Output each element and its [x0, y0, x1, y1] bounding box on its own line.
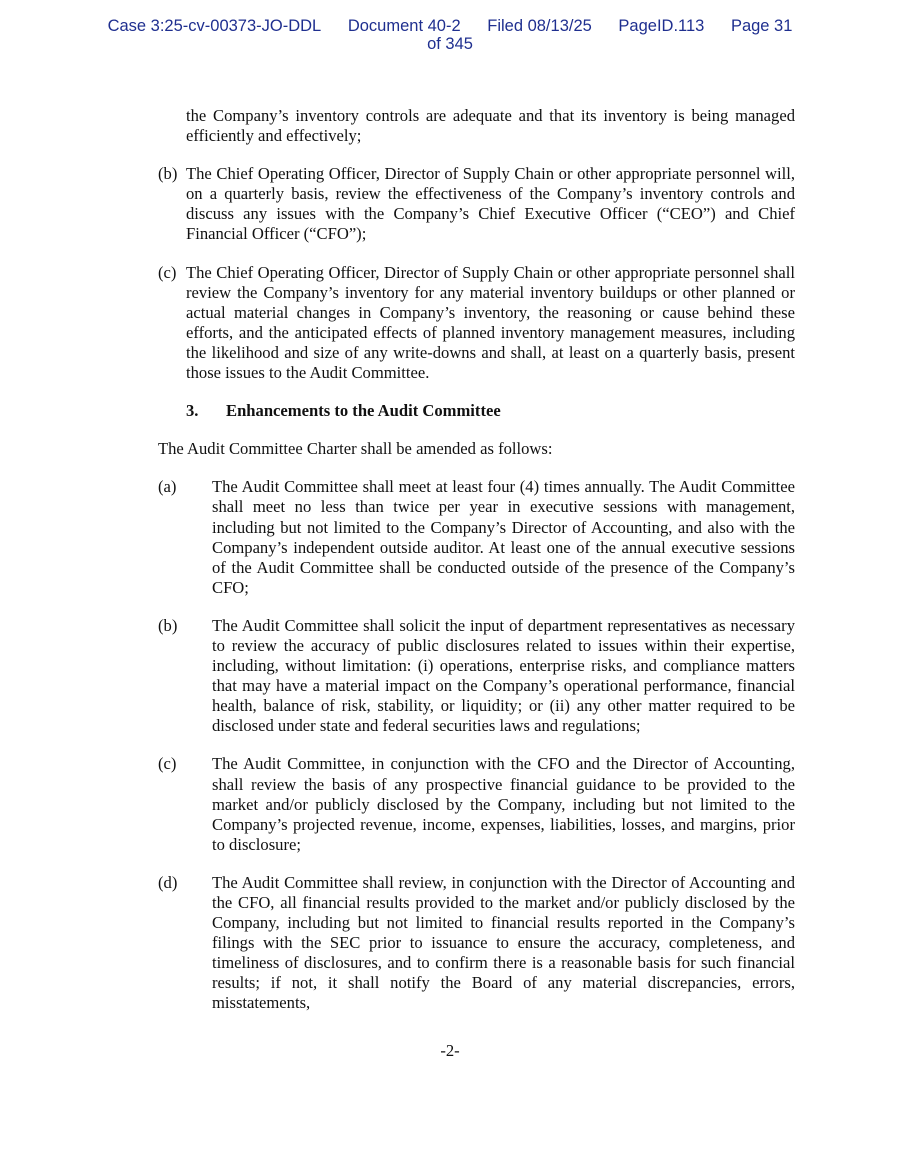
item-text: The Audit Committee, in conjunction with the CFO and the Director of Accounting, shall review the basis of any prospective financial guidance to be provided to the market and/or publicly disclosed by the Company, including but not limited to the Company’s projected revenue, income, expenses, liabilities, losses, and margins, prior to disclosure;	[212, 754, 795, 854]
item-text: The Audit Committee shall review, in conjunction with the Director of Accounting and the CFO, all financial results provided to the market and/or publicly disclosed by the Company, including but not limited to financial results reported in the Company’s filings with the SEC prior to issuance to ensure the accuracy, completeness, and timeliness of disclosures, and to confirm there is a reasonable basis for such financial results; if not, it shall notify the Board of any material discrepancies, errors, misstatements,	[212, 872, 795, 1013]
document-body	[158, 106, 795, 1014]
audit-item-d	[158, 873, 795, 1014]
filing-header-line	[0, 17, 900, 35]
page-number-header: Page 31	[730, 17, 793, 35]
filed-date: Filed 08/13/25	[487, 17, 592, 35]
audit-item-c	[158, 754, 795, 854]
page-total: of 345	[427, 35, 473, 53]
audit-item-a	[158, 477, 795, 598]
section-number: 3.	[186, 401, 199, 421]
document-number: Document 40-2	[347, 17, 461, 35]
item-label: (a)	[158, 477, 177, 497]
item-text: The Chief Operating Officer, Director of Supply Chain or other appropriate personnel will, on a quarterly basis, review the effectiveness of the Company’s inventory controls and discuss any issues with the Company’s Chief Executive Officer (“CEO”) and Chief Financial Officer (“CFO”);	[186, 164, 795, 244]
section-heading	[186, 401, 795, 421]
inventory-item-c	[158, 263, 795, 384]
item-label: (b)	[158, 164, 178, 184]
case-number: Case 3:25-cv-00373-JO-DDL	[107, 17, 322, 35]
item-label: (c)	[158, 754, 177, 774]
filing-header	[0, 17, 900, 53]
inventory-item-b	[158, 164, 795, 244]
page-id: PageID.113	[618, 17, 705, 35]
item-label: (c)	[158, 262, 177, 282]
item-label: (b)	[158, 615, 178, 635]
item-label: (d)	[158, 872, 178, 892]
item-text: The Audit Committee shall solicit the input of department representatives as necessary to review the accuracy of public disclosures related to issues within their expertise, including, without limitation: (i) operations, enterprise risks, and compliance matters that may have a material impact on the Company’s operational performance, financial health, balance of risk, stability, or liquidity; or (ii) any other matter required to be disclosed under state and federal securities laws and regulations;	[212, 615, 795, 736]
item-text: The Audit Committee shall meet at least four (4) times annually. The Audit Committee shall meet no less than twice per year in executive sessions with management, including but not limited to the Company’s Director of Accounting, and also with the Company’s independent outside auditor. At least one of the annual executive sessions of the Audit Committee shall be conducted outside of the presence of the Company’s CFO;	[212, 477, 795, 597]
page-footer: -2-	[440, 1041, 460, 1060]
audit-item-b	[158, 616, 795, 737]
continuation-paragraph: the Company’s inventory controls are adequate and that its inventory is being managed efficiently and effectively;	[186, 106, 795, 146]
item-text: The Chief Operating Officer, Director of Supply Chain or other appropriate personnel shall review the Company’s inventory for any material inventory buildups or other planned or actual material changes in Company’s inventory, the reasoning or cause behind these efforts, and the anticipated effects of planned inventory management measures, including the likelihood and size of any write-downs and shall, at least on a quarterly basis, present those issues to the Audit Committee.	[186, 262, 795, 383]
section-title: Enhancements to the Audit Committee	[226, 401, 501, 421]
intro-paragraph: The Audit Committee Charter shall be amended as follows:	[158, 439, 553, 459]
